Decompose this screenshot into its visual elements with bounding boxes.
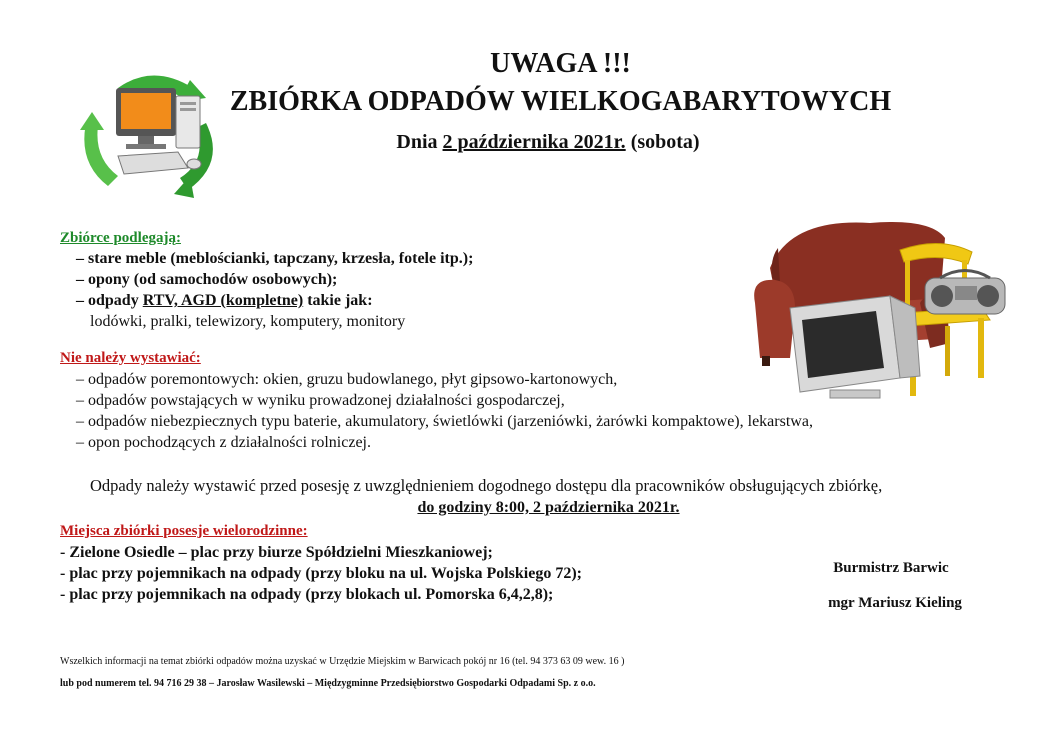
excluded-item: – odpadów powstających w wyniku prowadzonej działalności gospodarczej, bbox=[76, 392, 565, 409]
locations-heading: Miejsca zbiórki posesje wielorodzinne: bbox=[60, 523, 308, 539]
instruction-text: Odpady należy wystawić przed posesję z uwzględnieniem dogodnego dostępu dla pracowników obsługujących zbiórkę, bbox=[90, 476, 883, 495]
footer-info-line-1: Wszelkich informacji na temat zbiórki odpadów można uzyskać w Urzędzie Miejskim w Barwicach pokój nr 16 (tel. 94 373 63 09 wew. 16 ) bbox=[60, 656, 625, 667]
rtv-prefix: – odpady bbox=[76, 292, 143, 309]
bulky-waste-furniture-illustration bbox=[750, 208, 1010, 404]
date-prefix: Dnia bbox=[396, 131, 443, 153]
collected-item-furniture: – stare meble (meblościanki, tapczany, krzesła, fotele itp.); bbox=[76, 250, 474, 267]
instruction-deadline: do godziny 8:00, 2 października 2021r. bbox=[417, 499, 680, 516]
rtv-suffix: takie jak: bbox=[303, 292, 373, 309]
signature-name: mgr Mariusz Kieling bbox=[828, 595, 962, 611]
excluded-heading: Nie należy wystawiać: bbox=[60, 350, 201, 366]
collected-heading: Zbiórce podlegają: bbox=[60, 230, 181, 246]
collection-date bbox=[0, 131, 1061, 154]
title-line-2: ZBIÓRKA ODPADÓW WIELKOGABARYTOWYCH bbox=[229, 86, 892, 117]
crt-monitor-icon bbox=[790, 296, 920, 398]
collected-item-rtv-agd bbox=[76, 292, 373, 310]
footer-info-line-2: lub pod numerem tel. 94 716 29 38 – Jarosław Wasilewski – Międzygminne Przedsiębiorstwo Gospodarki Odpadami Sp. z o.o. bbox=[60, 678, 596, 689]
location-item: - plac przy pojemnikach na odpady (przy blokach ul. Pomorska 6,4,2,8); bbox=[60, 586, 554, 603]
title-line-1: UWAGA !!! bbox=[490, 48, 631, 79]
date-suffix: (sobota) bbox=[625, 131, 700, 153]
date-underlined: 2 października 2021r. bbox=[442, 131, 626, 153]
excluded-item: – odpadów poremontowych: okien, gruzu budowlanego, płyt gipsowo-kartonowych, bbox=[76, 371, 618, 388]
rtv-underlined: RTV, AGD (kompletne) bbox=[142, 292, 304, 309]
location-item: - Zielone Osiedle – plac przy biurze Spółdzielni Mieszkaniowej; bbox=[60, 544, 493, 561]
signature-role: Burmistrz Barwic bbox=[833, 560, 949, 576]
excluded-item: – opon pochodzących z działalności rolniczej. bbox=[76, 434, 371, 451]
excluded-item: – odpadów niebezpiecznych typu baterie, akumulatory, świetlówki (jarzeniówki, żarówki kompaktowe), lekarstwa, bbox=[76, 413, 813, 430]
collected-item-rtv-detail: lodówki, pralki, telewizory, komputery, monitory bbox=[90, 313, 406, 330]
collected-item-tires: – opony (od samochodów osobowych); bbox=[76, 271, 338, 288]
location-item: - plac przy pojemnikach na odpady (przy bloku na ul. Wojska Polskiego 72); bbox=[60, 565, 583, 582]
